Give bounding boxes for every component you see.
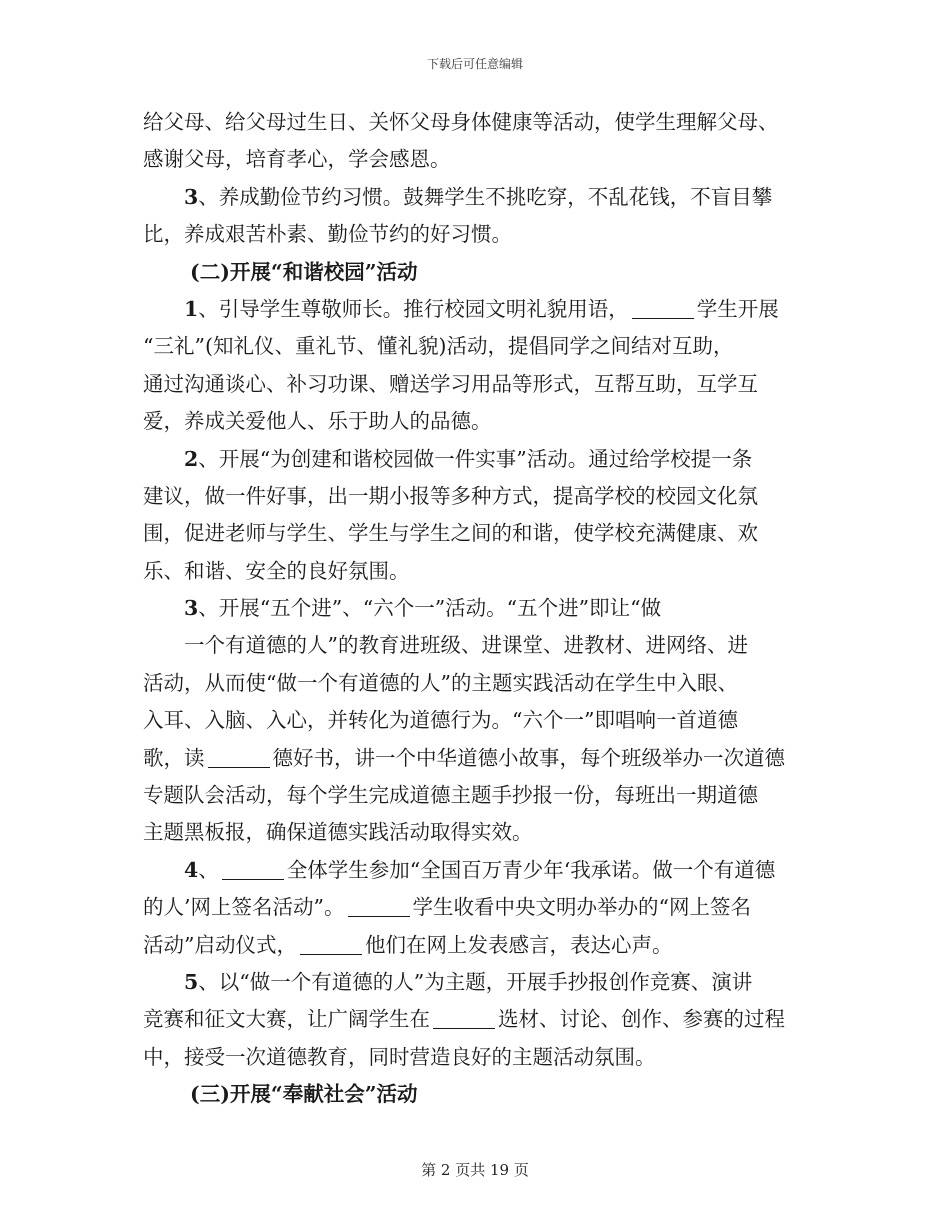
paragraph-line: 比，养成艰苦朴素、勤俭节约的好习惯。 (143, 222, 512, 247)
paragraph-text: 的人’网上签名活动”。 (143, 895, 345, 920)
paragraph-line (143, 927, 811, 964)
blank-underline (433, 1006, 495, 1029)
item-number: 5 (184, 969, 199, 994)
item-number: 2 (184, 446, 199, 471)
item-number: 1 (184, 296, 199, 321)
paragraph-text: 、以“做一个有道德的人”为主题，开展手抄报创作竞赛、演讲 (198, 969, 753, 994)
item-number: 3 (184, 596, 199, 621)
paragraph-line: 乐、和谐、安全的良好氛围。 (143, 558, 410, 583)
paragraph-line: 一个有道德的人”的教育进班级、进课堂、进教材、进网络、进 (184, 633, 748, 658)
paragraph-line: 中，接受一次道德教育，同时营造良好的主题活动氛围。 (143, 1044, 656, 1069)
footer-mid: 页共 (450, 1161, 490, 1179)
item-number: 4 (184, 857, 199, 882)
paragraph-text: 全体学生参加“全国百万青少年‘我承诺。做一个有道德 (286, 857, 776, 882)
paragraph-line (143, 889, 811, 926)
paragraph-line: 入耳、入脑、入心，并转化为道德行为。“六个一”即唱响一首道德 (143, 708, 738, 733)
paragraph-line (143, 1001, 811, 1038)
blank-underline (300, 932, 362, 955)
page-total: 19 (490, 1161, 510, 1179)
section-heading-3: (三)开展“奉献社会”活动 (190, 1082, 418, 1107)
paragraph-line: 活动，从而使“做一个有道德的人”的主题实践活动在学生中入眼、 (143, 670, 738, 695)
paragraph-line: 建议，做一件好事，出一期小报等多种方式，提高学校的校园文化氛 (143, 483, 758, 508)
paragraph-line: 通过沟通谈心、补习功课、赠送学习用品等形式，互帮互助，互学互 (143, 371, 758, 396)
blank-underline (632, 296, 694, 319)
paragraph-text: 、开展“为创建和谐校园做一件实事”活动。通过给学校提一条 (198, 446, 753, 471)
paragraph-text: 、引导学生尊敬师长。推行校园文明礼貌用语， (198, 296, 629, 321)
paragraph-text: 活动”启动仪式， (143, 932, 297, 957)
paragraph-text: 竞赛和征文大赛，让广阔学生在 (143, 1007, 430, 1032)
list-item-5-line (143, 964, 811, 1001)
paragraph-line: 感谢父母，培育孝心，学会感恩。 (143, 147, 451, 172)
paragraph-line: “三礼”(知礼仪、重礼节、懂礼貌)活动，提倡同学之间结对互助， (143, 334, 734, 359)
paragraph-line: 爱，养成关爱他人、乐于助人的品德。 (143, 409, 492, 434)
list-item-3-line (143, 179, 811, 216)
paragraph-line: 给父母、给父母过生日、关怀父母身体健康等活动，使学生理解父母、 (143, 110, 779, 134)
footer-suffix: 页 (509, 1161, 529, 1179)
list-item-1-line (143, 291, 811, 328)
paragraph-text: 歌，读 (143, 745, 205, 770)
paragraph-text: 德好书，讲一个中华道德小故事，每个班级举办一次道德 (272, 745, 785, 770)
paragraph-text: 、养成勤俭节约习惯。鼓舞学生不挑吃穿，不乱花钱，不盲目攀 (198, 184, 773, 209)
blank-underline (208, 745, 270, 768)
item-number: 3 (184, 184, 199, 209)
section-heading-2: (二)开展“和谐校园”活动 (190, 259, 418, 284)
paragraph-text: 学生收看中央文明办举办的“网上签名 (412, 895, 751, 920)
paragraph-text: 、 (198, 857, 219, 882)
page-header: 下载后可任意编辑 (426, 57, 523, 71)
paragraph-text: 学生开展 (696, 296, 779, 321)
footer-prefix: 第 (421, 1161, 441, 1179)
paragraph-text: 他们在网上发表感言，表达心声。 (364, 932, 673, 957)
page-number: 2 (440, 1161, 451, 1179)
list-item-3b-line (143, 590, 811, 627)
paragraph-line: 围，促进老师与学生、学生与学生之间的和谐，使学校充满健康、欢 (143, 521, 758, 546)
paragraph-line: 专题队会活动，每个学生完成道德主题手抄报一份，每班出一期道德 (143, 783, 758, 808)
page-footer (0, 1159, 950, 1180)
blank-underline (348, 894, 410, 917)
paragraph-text: 、开展“五个进”、“六个一”活动。“五个进”即让“做 (198, 596, 662, 621)
document-body (143, 104, 811, 1114)
paragraph-line: 主题黑板报，确保道德实践活动取得实效。 (143, 820, 533, 845)
list-item-4-line (143, 852, 811, 889)
paragraph-text: 选材、讨论、创作、参赛的过程 (498, 1007, 785, 1032)
list-item-2-line (143, 441, 811, 478)
blank-underline (222, 857, 284, 880)
paragraph-line (143, 740, 811, 777)
